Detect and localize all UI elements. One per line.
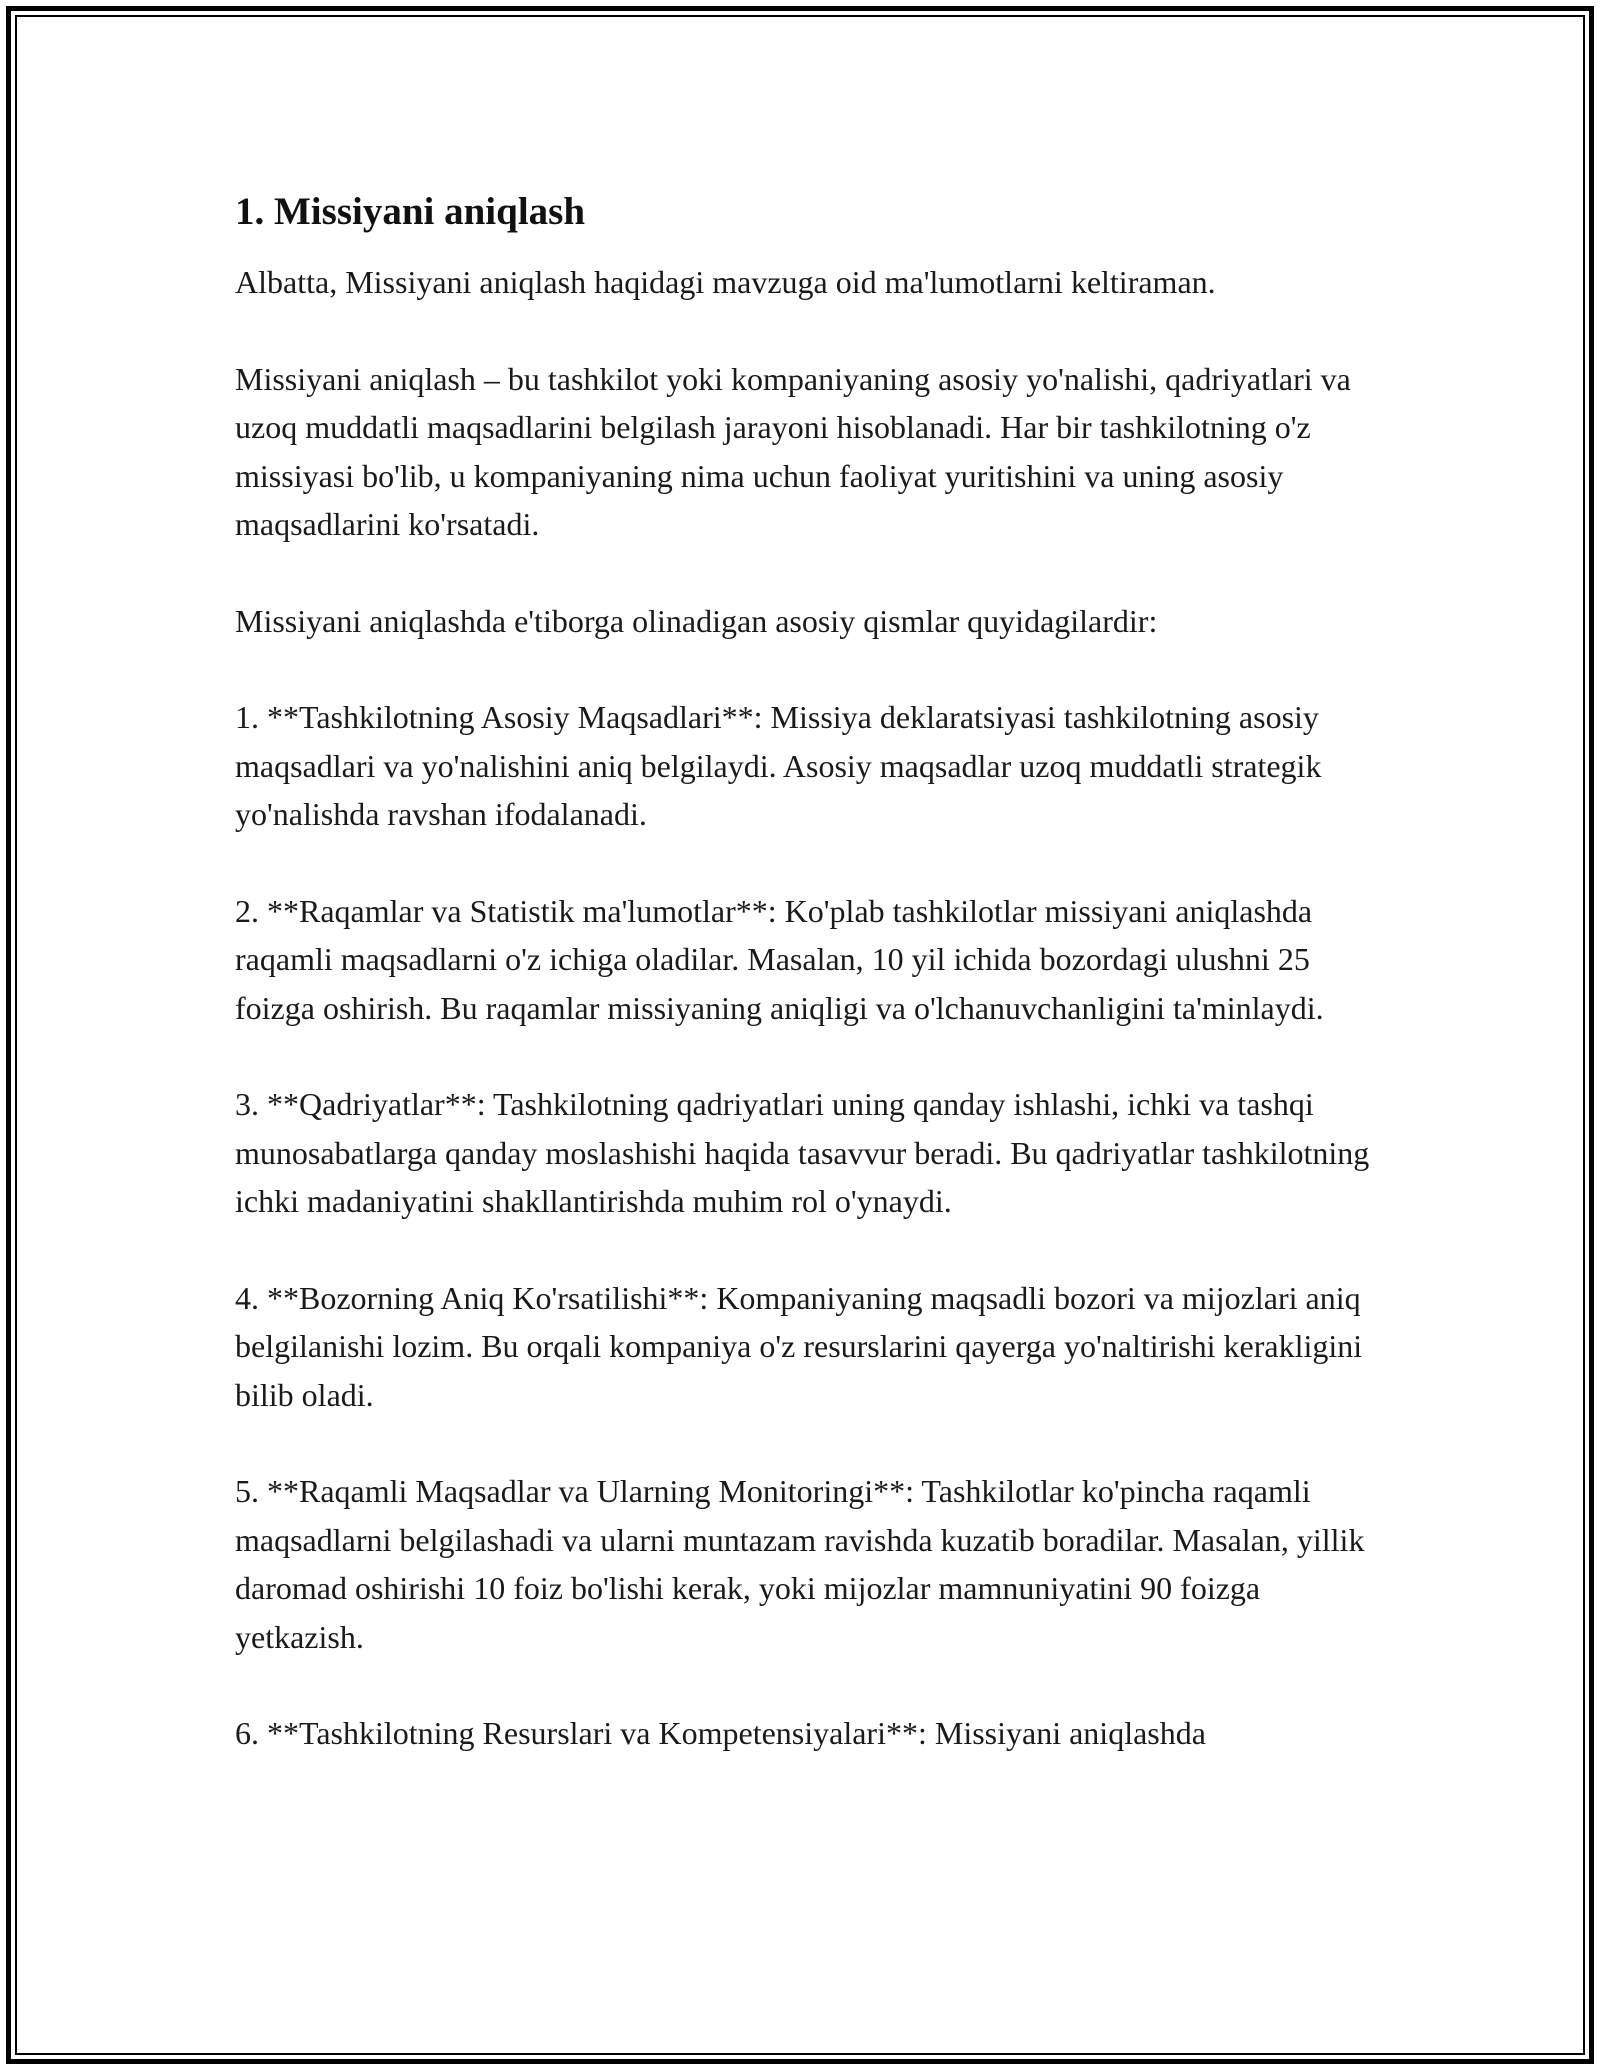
- list-item-2: 2. **Raqamlar va Statistik ma'lumotlar**: Ko'plab tashkilotlar missiyani aniqlashda raqamli maqsadlarni o'z ichiga oladilar. Masalan, 10 yil ichida bozordagi ulushni 25 foizga oshirish. Bu raqamlar missiyaning aniqligi va o'lchanuvchanligini ta'minlaydi.: [235, 892, 1324, 1026]
- list-intro-paragraph: Missiyani aniqlashda e'tiborga olinadigan asosiy qismlar quyidagilardir:: [235, 602, 1158, 639]
- list-item-4: 4. **Bozorning Aniq Ko'rsatilishi**: Kompaniyaning maqsadli bozori va mijozlari aniq belgilanishi lozim. Bu orqali kompaniya o'z resurslarini qayerga yo'naltirishi kerakligini bilib oladi.: [235, 1279, 1363, 1413]
- page-title: 1. Missiyani aniqlash: [235, 190, 586, 233]
- intro-paragraph: Albatta, Missiyani aniqlash haqidagi mavzuga oid ma'lumotlarni keltiraman.: [235, 264, 1216, 300]
- document-body: [235, 186, 1375, 1806]
- list-item-5: 5. **Raqamli Maqsadlar va Ularning Monitoringi**: Tashkilotlar ko'pincha raqamli maqsadlarni belgilashadi va ularni muntazam ravishda kuzatib boradilar. Masalan, yillik daromad oshirishi 10 foiz bo'lishi kerak, yoki mijozlar mamnuniyatini 90 foizga yetkazish.: [235, 1473, 1365, 1655]
- list-item-1: 1. **Tashkilotning Asosiy Maqsadlari**: Missiya deklaratsiyasi tashkilotning asosiy maqsadlari va yo'nalishini aniq belgilaydi. Asosiy maqsadlar uzoq muddatli strategik yo'nalishda ravshan ifodalanadi.: [235, 699, 1322, 832]
- definition-paragraph: Missiyani aniqlash – bu tashkilot yoki kompaniyaning asosiy yo'nalishi, qadriyatlari va uzoq muddatli maqsadlarini belgilash jarayoni hisoblanadi. Har bir tashkilotning o'z missiyasi bo'lib, u kompaniyaning nima uchun faoliyat yuritishini va uning asosiy maqsadlarini ko'rsatadi.: [235, 360, 1351, 542]
- list-item-3: 3. **Qadriyatlar**: Tashkilotning qadriyatlari uning qanday ishlashi, ichki va tashqi munosabatlarga qanday moslashishi haqida tasavvur beradi. Bu qadriyatlar tashkilotning ichki madaniyatini shakllantirishda muhim rol o'ynaydi.: [235, 1086, 1370, 1219]
- list-item-6: 6. **Tashkilotning Resurslari va Kompetensiyalari**: Missiyani aniqlashda: [235, 1715, 1206, 1751]
